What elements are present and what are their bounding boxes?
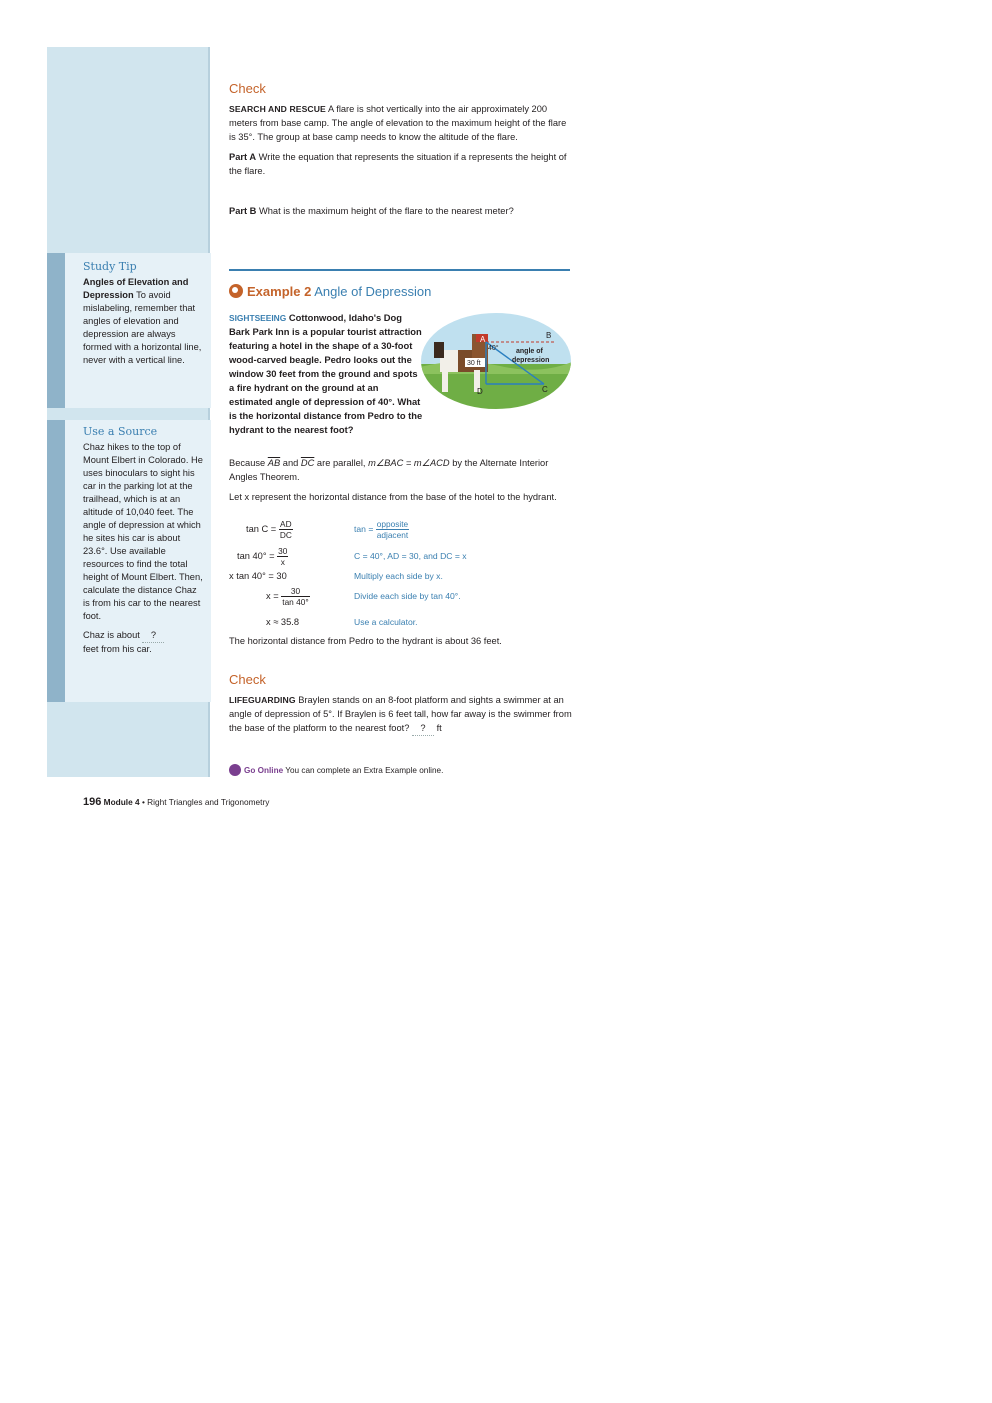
section-divider: [229, 269, 570, 271]
svg-text:B: B: [546, 331, 552, 340]
use-source-heading: Use a Source: [83, 425, 158, 438]
answer-blank[interactable]: ?: [142, 629, 164, 643]
answer-blank-2[interactable]: ?: [412, 721, 434, 736]
svg-text:40°: 40°: [488, 345, 499, 352]
reason-step-2: C = 40°, AD = 30, and DC = x: [354, 551, 467, 561]
globe-icon: [229, 284, 243, 298]
check-section-2: [229, 673, 574, 736]
svg-text:angle of: angle of: [516, 348, 543, 355]
solution-para-2: Let x represent the horizontal distance from the base of the hotel to the hydrant.: [229, 492, 557, 502]
check-problem-2: LIFEGUARDING Braylen stands on an 8-foot platform and sights a swimmer at an angle of depression of 5°. If Braylen is 6 feet tall, how far away is the swimmer from the base of the platform to the nearest foot? ? ft: [229, 693, 574, 736]
use-source-bar: [47, 420, 65, 702]
svg-text:C: C: [542, 385, 548, 394]
svg-text:30 ft: 30 ft: [467, 360, 481, 367]
reason-step-1: tan = $\frac{\text{opposite}}{\text{adjacent}}$: [354, 519, 409, 540]
study-tip-text: Angles of Elevation and Depression To avoid mislabeling, remember that angles of elevation and depression are always formed with a horizontal line, never with a vertical line.: [83, 277, 202, 365]
svg-text:D: D: [477, 387, 483, 396]
reason-step-3: Multiply each side by x.: [354, 571, 443, 581]
solution-conclusion: The horizontal distance from Pedro to the hydrant is about 36 feet.: [229, 636, 502, 646]
check-heading-2: Check: [229, 672, 266, 687]
go-online-note: Go Online You can complete an Extra Example online.: [229, 764, 443, 776]
go-online-icon: [229, 764, 241, 776]
check-section-1: [229, 82, 574, 224]
svg-text:A: A: [480, 335, 486, 344]
example-heading: Example 2 Angle of Depression: [229, 284, 431, 299]
equation-step-2: tan 40° = $\frac{30}{x}$: [237, 546, 288, 567]
page-number: 196: [83, 796, 102, 808]
equation-step-5: x ≈ 35.8: [266, 617, 300, 627]
reason-step-4: Divide each side by tan 40°.: [354, 591, 461, 601]
beagle-hotel-illustration: [420, 312, 572, 410]
use-source-text: Chaz hikes to the top of Mount Elbert in Colorado. He uses binoculars to sight his car in the parking lot at the trailhead, which is at an altitude of 10,040 feet. The angle of depression at which he sites his car is about 23.6°. Use available resources to find the total height of Mount Elbert. Then, calculate the distance Chaz is from his car to the nearest foot.: [83, 442, 203, 621]
example-problem: SIGHTSEEING Cottonwood, Idaho's Dog Bark Park Inn is a popular tourist attraction featuring a hotel in the shape of a 30-foot wood-carved beagle. Pedro looks out the window 30 feet from the ground and spots a fire hydrant on the ground at an estimated angle of depression of 40°. What is the horizontal distance from Pedro to the hydrant to the nearest foot?: [229, 312, 423, 435]
reason-step-5: Use a calculator.: [354, 617, 418, 627]
part-a: Part A Write the equation that represents the situation if a represents the height of the flare.: [229, 152, 567, 176]
solution-text: [229, 456, 574, 510]
check-problem: SEARCH AND RESCUE A flare is shot vertically into the air approximately 200 meters from base camp. The angle of elevation to the maximum height of the flare is 35°. The group at base camp needs to know the altitude of the flare.: [229, 104, 567, 142]
use-source-box: [47, 420, 211, 702]
part-b: Part B What is the maximum height of the flare to the nearest meter?: [229, 206, 514, 216]
solution-para-1: Because $\overline{AB}$ and $\overline{DC}$ are parallel, m∠BAC = m∠ACD by the Alternate Interior Angles Theorem.: [229, 458, 549, 482]
equation-step-4: x = $\frac{30}{\tan 40^\circ}$: [266, 586, 309, 607]
equation-step-3: x tan 40° = 30: [229, 571, 287, 581]
svg-text:depression: depression: [512, 357, 550, 364]
study-tip-heading: Study Tip: [83, 260, 137, 273]
study-tip-bar: [47, 253, 65, 408]
page-footer: 196 Module 4 • Right Triangles and Trigonometry: [83, 796, 270, 808]
study-tip-box: [47, 253, 211, 408]
go-online-link[interactable]: Go Online: [244, 766, 284, 775]
use-source-answer: Chaz is about ? feet from his car.: [83, 629, 203, 656]
check-heading: Check: [229, 81, 266, 96]
equation-step-1: tan C = $\frac{AD}{DC}$: [246, 519, 292, 540]
